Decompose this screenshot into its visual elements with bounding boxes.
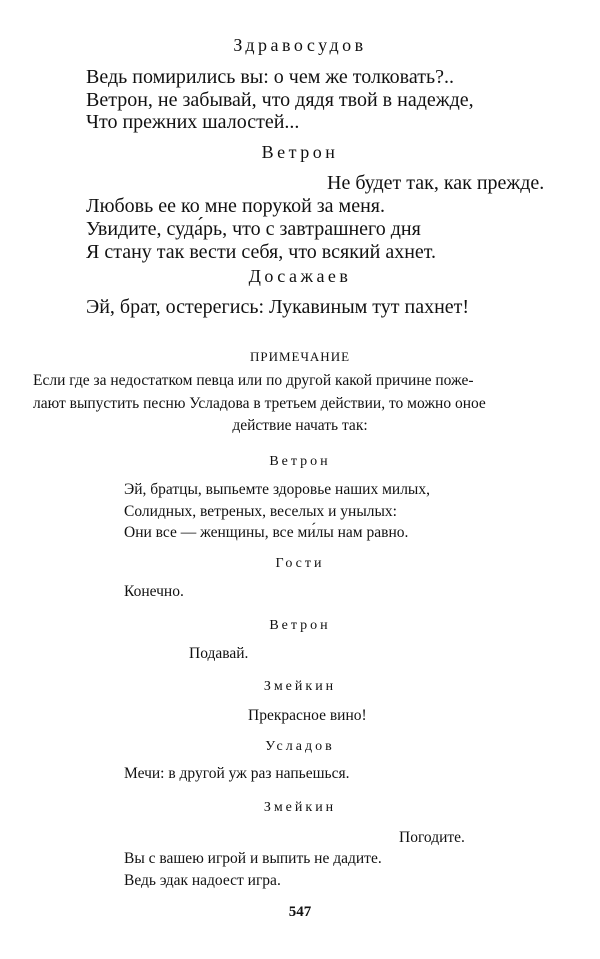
speaker-zmeykin: Змейкин (263, 679, 337, 694)
verse-line: Эй, братцы, выпьемте здоровье наших милых, (124, 481, 430, 498)
note-line: лают выпустить песню Усладова в третьем действии, то можно оное (33, 395, 486, 412)
page-number: 547 (288, 904, 312, 920)
verse-line: Прекрасное вино! (248, 707, 367, 724)
verse-line: Увидите, суда́рь, что с завтрашнего дня (86, 218, 421, 240)
verse-line: Погодите. (399, 829, 465, 846)
verse-line: Конечно. (124, 583, 184, 600)
verse-line: Подавай. (189, 645, 249, 662)
speaker-vetron: Ветрон (269, 618, 331, 633)
speaker-vetron: Ветрон (261, 142, 339, 162)
speaker-gosti: Гости (275, 556, 325, 571)
verse-line: Они все — женщины, все ми́лы нам равно. (124, 524, 409, 541)
speaker-usladov: Усладов (265, 739, 335, 754)
speaker-dosazhaev: Досажаев (248, 266, 352, 286)
verse-line: Мечи: в другой уж раз напьешься. (124, 765, 350, 782)
verse-line: Вы с вашею игрой и выпить не дадите. (124, 850, 382, 867)
verse-line: Ветрон, не забывай, что дядя твой в надежде, (86, 89, 474, 111)
verse-line: Я стану так вести себя, что всякий ахнет. (86, 241, 437, 263)
verse-line: Не будет так, как прежде. (327, 172, 545, 194)
speaker-vetron: Ветрон (269, 454, 331, 469)
verse-line: Солидных, ветреных, веселых и унылых: (124, 503, 397, 520)
verse-line: Что прежних шалостей... (86, 111, 300, 133)
note-title: ПРИМЕЧАНИЕ (249, 349, 351, 364)
verse-line: Любовь ее ко мне порукой за меня. (86, 195, 385, 217)
verse-line: Ведь эдак надоест игра. (124, 872, 281, 889)
verse-line: Эй, брат, остерегись: Лукавиным тут пахнет! (86, 296, 470, 318)
note-line: действие начать так: (232, 417, 368, 434)
note-line: Если где за недостатком певца или по другой какой причине поже- (33, 372, 474, 389)
speaker-zdravosudov: Здравосудов (233, 35, 367, 55)
speaker-zmeykin: Змейкин (263, 800, 337, 815)
verse-line: Ведь помирились вы: о чем же толковать?.. (86, 66, 454, 88)
